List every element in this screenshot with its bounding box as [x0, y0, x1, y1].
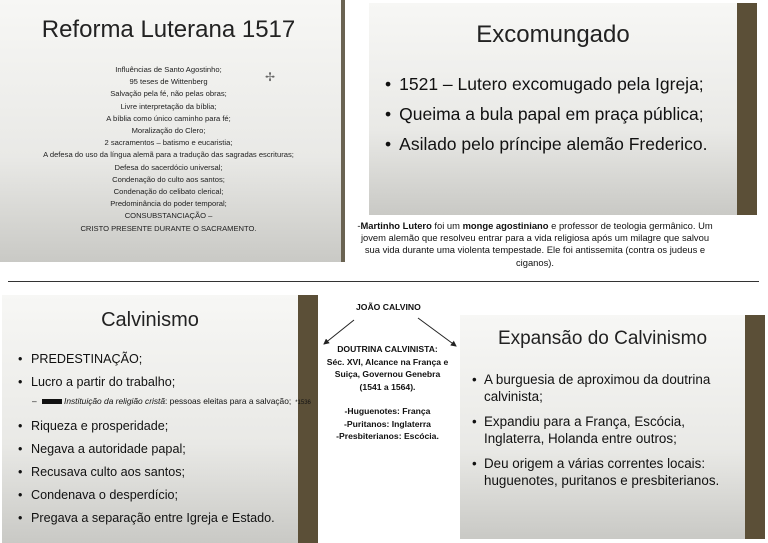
move-cursor-icon: ✢: [265, 70, 276, 84]
list-item: • Condenava o desperdício;: [18, 484, 311, 507]
list-item: • Pregava a separação entre Igreja e Estado.: [18, 507, 311, 530]
caption-name: Martinho Lutero: [360, 220, 432, 231]
doutrina-calvinista: [325, 343, 450, 443]
lutero-caption: [355, 220, 715, 269]
arrow-right: [418, 318, 456, 346]
list-item: • 1521 – Lutero excomugado pela Igreja;: [385, 69, 708, 99]
list-item: • Lucro a partir do trabalho;: [18, 371, 311, 394]
slide-edge: [341, 0, 345, 262]
slide-excomungado: [369, 3, 757, 215]
doutrina-heading: DOUTRINA CALVINISTA:: [337, 344, 438, 354]
list-item: • A burguesia de aproximou da doutrina calvinista;: [472, 371, 741, 406]
arrow-left: [324, 320, 354, 344]
list-item: • Queima a bula papal em praça pública;: [385, 99, 708, 129]
slide-reforma-luterana: [0, 0, 345, 262]
list-subitem: [18, 396, 311, 409]
doutrina-text: Séc. XVI, Alcance na França e Suiça, Governou Genebra (1541 a 1564).: [326, 356, 449, 392]
list-item: 95 teses de Wittenberg: [129, 77, 208, 87]
excomungado-list: [385, 69, 708, 159]
group-item: -Puritanos: Inglaterra: [344, 418, 431, 429]
section-divider: [8, 281, 759, 282]
caption-monk: monge agostiniano: [462, 220, 549, 231]
expansao-list: [472, 371, 741, 496]
list-item: A defesa do uso da língua alemã para a tradução das sagradas escrituras;: [43, 150, 294, 160]
slide-expansao-calvinismo: [460, 315, 765, 539]
list-item: CRISTO PRESENTE DURANTE O SACRAMENTO.: [80, 223, 257, 233]
list-item: • Deu origem a várias correntes locais: huguenotes, puritanos e presbiterianos.: [472, 455, 741, 490]
group-item: -Huguenotes: França: [344, 406, 431, 416]
subitem-text: : pessoas eleitas para a salvação;: [165, 396, 292, 406]
subitem-note: *1536: [295, 400, 311, 406]
list-item: A bíblia como único caminho para fé;: [106, 113, 231, 123]
list-item: 2 sacramentos – batismo e eucaristia;: [104, 138, 233, 148]
joao-calvino-heading: JOÃO CALVINO: [356, 302, 421, 312]
list-item: • Expandiu para a França, Escócia, Inglaterra, Holanda entre outros;: [472, 413, 741, 448]
slide-title: Excomungado: [476, 21, 630, 48]
slide-calvinismo: [2, 295, 318, 543]
list-item: Salvação pela fé, não pelas obras;: [110, 89, 227, 99]
slide-title: Expansão do Calvinismo: [497, 328, 708, 349]
list-item: Moralização do Clero;: [131, 126, 206, 136]
group-item: -Presbiterianos: Escócia.: [336, 431, 439, 441]
book-title: Instituição da religião cristã: [64, 396, 166, 406]
list-item: • Recusava culto aos santos;: [18, 461, 311, 484]
slide-title: Reforma Luterana 1517: [41, 16, 296, 43]
list-item: • Asilado pelo príncipe alemão Frederico.: [385, 129, 708, 159]
list-item: Livre interpretação da bíblia;: [120, 101, 217, 111]
list-item: Condenação do celibato clerical;: [113, 187, 224, 197]
slide-side-bar: [737, 3, 757, 215]
list-item: Condenação do culto aos santos;: [112, 174, 225, 184]
slide-title: Calvinismo: [101, 309, 199, 331]
list-item: Influências de Santo Agostinho;: [115, 65, 222, 74]
list-item: • PREDESTINAÇÃO;: [18, 348, 311, 371]
list-item: • Negava a autoridade papal;: [18, 438, 311, 461]
list-item: Predominância do poder temporal;: [110, 199, 227, 209]
redaction-mark: [42, 399, 62, 404]
caption-prefix: -: [357, 220, 361, 231]
reforma-list: [0, 64, 337, 235]
calvinismo-list: [18, 348, 311, 530]
caption-text: foi um: [431, 220, 463, 231]
slide-side-bar: [745, 315, 765, 539]
list-item: Defesa do sacerdócio universal;: [114, 162, 223, 172]
list-item: CONSUBSTANCIAÇÃO –: [124, 211, 213, 221]
caption-text: e professor de teologia germânico. Um jovem alemão que resolveu entrar para a vida religiosa após um milagre que salvou sua vida durante uma violenta tempestade. Ele foi antissemita (contra os judeus e ciganos).: [360, 220, 713, 268]
list-item: • Riqueza e prosperidade;: [18, 415, 311, 438]
